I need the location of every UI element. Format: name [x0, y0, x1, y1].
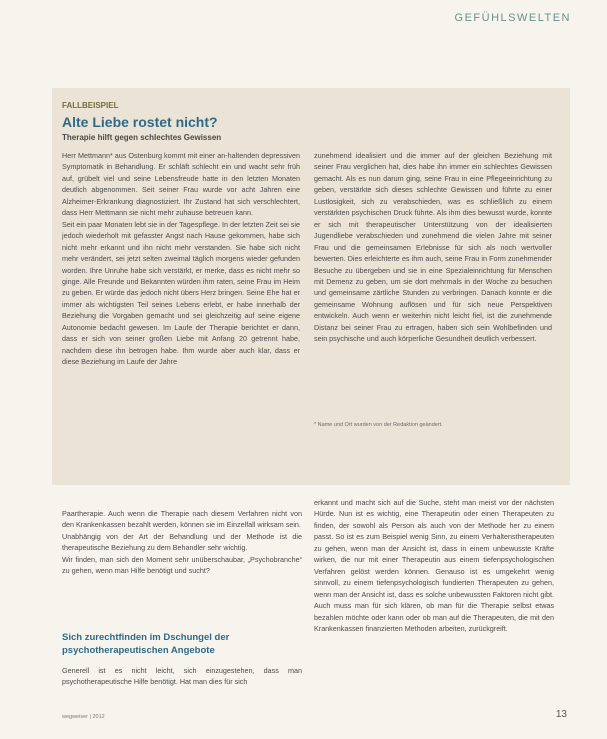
- magazine-footer: wegweiser | 2012: [62, 714, 105, 720]
- paragraph: erkannt und macht sich auf die Suche, steht man meist vor der nächsten Hürde. Nun ist es wichtig, eine Therapeutin oder einen Therapeuten zu finden, der sowohl als Person als auch von der Methode her zu einem passt. So ist es zum Beispiel wenig Sinn, zu einem Verhaltenstherapeuten zu gehen, wenn man der Ansicht ist, dass in einem unbewusste Kräfte wirken, die nur mit einer Therapeutin aus einem tiefenpsychologischen Verfahren gelöst werden können. Genauso ist es umgekehrt wenig sinnvoll, zu einem tiefenpsychologisch fundierten Therapeuten zu gehen, wenn man der Ansicht ist, dass es solche unbewussten Faktoren nicht gibt. Auch muss man für sich klären, ob man für die Therapie selbst etwas bezahlen möchte oder kann oder ob man auf die Therapeuten, die mit den Krankenkassen finanzierten Methoden arbeiten, zurückgreift.: [314, 498, 554, 633]
- case-column-right: [314, 150, 552, 420]
- paragraph: Herr Mettmann* aus Ostenburg kommt mit einer an-haltenden depressiven Symptomatik in Behandlung. Er schläft schlecht ein und wacht sehr früh auf, grübelt viel und seine Lebensfreude hatte in den letzten Monaten deutlich abgenommen. Seit seiner Frau wurde vor acht Jahren eine Alzheimer-Erkrankung diagnostiziert. Ihr Zustand hat sich verschlechtert, dass Herr Mettmann sie nicht mehr zuhause betreuen kann.: [62, 151, 300, 218]
- case-kicker: FALLBEISPIEL: [62, 101, 119, 110]
- page-number: 13: [555, 709, 567, 720]
- article-column-left-continued: [62, 665, 302, 695]
- case-title: Alte Liebe rostet nicht?: [62, 114, 218, 130]
- paragraph: zunehmend idealisiert und die immer auf der gleichen Beziehung mit seiner Frau verglichen hat, dies habe ihn immer ein schlechtes Gewissen gemacht. Als es nun darum ging, seine Frau in eine Pflegeeinrichtung zu geben, verstärkte sich dieses schlechte Gewissen und führte zu einer Lustlosigkeit, sich zu verabschieden, was es schließlich zu einem verstärkten psychischen Druck führte. Als ihm dies bewusst wurde, konnte er sich mit therapeutischer Unterstützung von der idealisierten Jugendliebe verabschieden und zunehmend die vielen Jahre mit seiner Frau und die gemeinsamen Erlebnisse für sich als noch wertvoller bewerten. Dies erleichterte es ihm auch, seine Frau in Form zunehmender Besuche zu übergeben und sie in eine Spezialeinrichtung für Menschen mit Demenz zu geben, um sie dort mehrmals in der Woche zu besuchen und gemeinsame zärtliche Stunden zu verbringen. Danach konnte er die gemeinsame Wohnung auflösen und für sich neue Perspektiven entwickeln. Auch wenn er weiterhin nicht leicht fiel, ist die zunehmende Distanz bei seiner Frau zu ertragen, haben sich sein Wohlbefinden und sein psychische und auch körperliche Gesundheit deutlich verbessert.: [314, 151, 552, 344]
- case-subtitle: Therapie hilft gegen schlechtes Gewissen: [62, 133, 222, 142]
- article-column-right: [314, 497, 554, 702]
- section-header: GEFÜHLSWELTEN: [454, 12, 571, 24]
- paragraph: Generell ist es nicht leicht, sich einzugestehen, dass man psychotherapeutische Hilfe benötigt. Hat man dies für sich: [62, 666, 302, 687]
- paragraph: Seit ein paar Monaten lebt sie in der Tagespflege. In der letzten Zeit sei sie jedoch wiederholt mit gefasster Angst nach Hause gekommen, habe sich nicht mehr erkannt und ihn nicht mehr verstanden. Sie habe sich nicht mehr verändert, sei jetzt selten zweimal täglich morgens wieder gefunden worden. Ihre Unruhe habe sich verstärkt, er merke, dass es nicht mehr so ginge. Alle Freunde und Bekannten würden ihm raten, seine Frau im Heim zu geben. Er würde das jedoch nicht übers Herz bringen. Seine Ehe hat er immer als wichtigsten Teil seines Lebens erlebt, er habe innerhalb der Beziehung die Vorgaben gemacht und sei gleichzeitig auf seine eigene Autonomie bedacht gewesen. Im Laufe der Therapie berichtet er dann, dass er sich von seiner großen Liebe mit Anfang 20 getrennt habe, nachdem diese ihn betrogen habe. Ihm wurde aber auch klar, dass er diese Beziehung im Laufe der Jahre: [62, 219, 300, 367]
- paragraph: Paartherapie. Auch wenn die Therapie nach diesem Verfahren nicht von den Krankenkassen bezahlt werden, können sie im Einzelfall wirksam sein.: [62, 509, 302, 530]
- section-heading: Sich zurechtfinden im Dschungel der psychotherapeutischen Angebote: [62, 632, 230, 656]
- case-column-left: [62, 150, 300, 480]
- paragraph: Unabhängig von der Art der Behandlung und der Methode ist die therapeutische Beziehung zu dem Behandler sehr wichtig.: [62, 531, 302, 553]
- paragraph: Wir finden, man sich den Moment sehr unüberschaubar, „Psychobranche“ zu gehen, wenn man Hilfe benötigt und sucht?: [62, 554, 302, 576]
- footnote: * Name und Ort wurden von der Redaktion geändert.: [314, 422, 443, 428]
